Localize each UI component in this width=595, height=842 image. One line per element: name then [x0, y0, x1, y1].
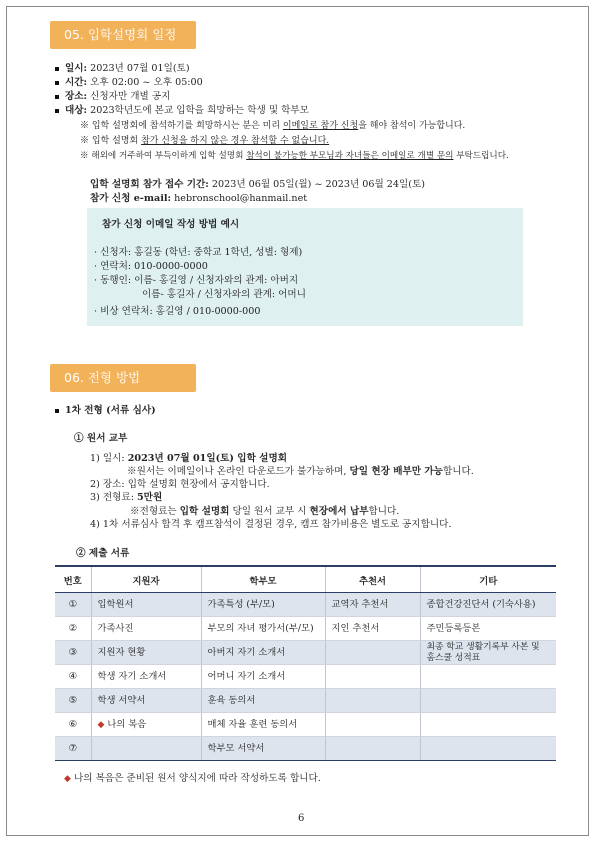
form-date-note: ※원서는 이메일이나 온라인 다운로드가 불가능하며, 당일 현장 배부만 가능합니다.: [127, 466, 474, 477]
stage-1-heading: 1차 전형 (서류 심사): [55, 404, 156, 417]
form-camp-note: 4) 1차 서류심사 합격 후 캠프참석이 결정된 경우, 캠프 참가비용은 별도로 공지합니다.: [90, 519, 452, 530]
table-row: ⑥ ◆ 나의 복음 매체 자율 훈련 동의서: [55, 713, 556, 737]
col-header-etc: 기타: [420, 566, 556, 593]
application-form-heading: ① 원서 교부: [74, 433, 128, 444]
col-header-parents: 학부모: [201, 566, 325, 593]
table-row: ② 가족사진 부모의 자녀 평가서(부/모) 지인 추천서 주민등록등본: [55, 617, 556, 641]
form-date: 1) 일시: 2023년 07월 01일(토) 입학 설명회: [90, 453, 287, 464]
schedule-target: 대상: 2023학년도에 본교 입학을 희망하는 학생 및 학부모: [55, 104, 309, 117]
schedule-date: 일시: 2023년 07월 01일(토): [55, 62, 190, 75]
email-example-title: 참가 신청 이메일 작성 방법 예시: [102, 219, 240, 230]
example-contact: · 연락처: 010-0000-0000: [94, 261, 208, 272]
diamond-bullet-icon: ◆: [64, 774, 71, 784]
required-documents-table: [55, 565, 556, 761]
note-3: ※ 해외에 거주하여 부득이하게 입학 설명회 참석이 불가능한 부모님과 자녀들은 이메일로 개별 문의 부탁드립니다.: [80, 151, 509, 161]
section-06-title: 06. 전형 방법: [50, 364, 196, 392]
required-documents-heading: ② 제출 서류: [76, 548, 130, 559]
note-1: ※ 입학 설명회에 참석하기를 희망하시는 분은 미리 이메일로 참가 신청을 해야 참석이 가능합니다.: [80, 121, 466, 131]
schedule-place: 장소: 신청자만 개별 공지: [55, 90, 170, 103]
section-05-title: 05. 입학설명회 일정: [50, 21, 196, 49]
form-fee: 3) 전형료: 5만원: [90, 492, 163, 503]
table-row: ③ 지원자 현황 아버지 자기 소개서 최종 학교 생활기록부 사본 및 홈스쿨 성적표: [55, 641, 556, 665]
table-row: ⑦ 학부모 서약서: [55, 737, 556, 761]
note-2: ※ 입학 설명회 참가 신청을 하지 않은 경우 참석할 수 없습니다.: [80, 136, 330, 146]
col-header-number: 번호: [55, 566, 91, 593]
schedule-time: 시간: 오후 02:00 ~ 오후 05:00: [55, 76, 203, 89]
page-number: 6: [298, 813, 305, 824]
example-applicant: · 신청자: 홍길동 (학년: 중학교 1학년, 성별: 형제): [94, 247, 303, 258]
table-row: ⑤ 학생 서약서 훈육 동의서: [55, 689, 556, 713]
example-companion-1: · 동행인: 이름- 홍길영 / 신청자와의 관계: 아버지: [94, 275, 299, 286]
registration-period: 입학 설명회 참가 접수 기간: 2023년 06월 05일(월) ~ 2023년 06월 24일(토): [90, 179, 426, 190]
table-row: ④ 학생 자기 소개서 어머니 자기 소개서: [55, 665, 556, 689]
footnote: ◆ 나의 복음은 준비된 원서 양식지에 따라 작성하도록 합니다.: [64, 773, 321, 784]
form-place: 2) 장소: 입학 설명회 현장에서 공지합니다.: [90, 479, 270, 490]
example-companion-2: 이름- 홍길자 / 신청자와의 관계: 어머니: [142, 289, 306, 300]
form-fee-note: ※전형료는 입학 설명회 당일 원서 교부 시 현장에서 납부합니다.: [130, 506, 400, 517]
registration-email: 참가 신청 e-mail: hebronschool@hanmail.net: [90, 193, 308, 204]
example-emergency: · 비상 연락처: 홍길영 / 010-0000-000: [94, 306, 261, 317]
col-header-recommendation: 추천서: [325, 566, 420, 593]
table-row: ① 입학원서 가족특성 (부/모) 교역자 추천서 종합건강진단서 (기숙사용): [55, 593, 556, 617]
diamond-bullet-icon: ◆: [97, 719, 105, 730]
col-header-applicant: 지원자: [91, 566, 201, 593]
